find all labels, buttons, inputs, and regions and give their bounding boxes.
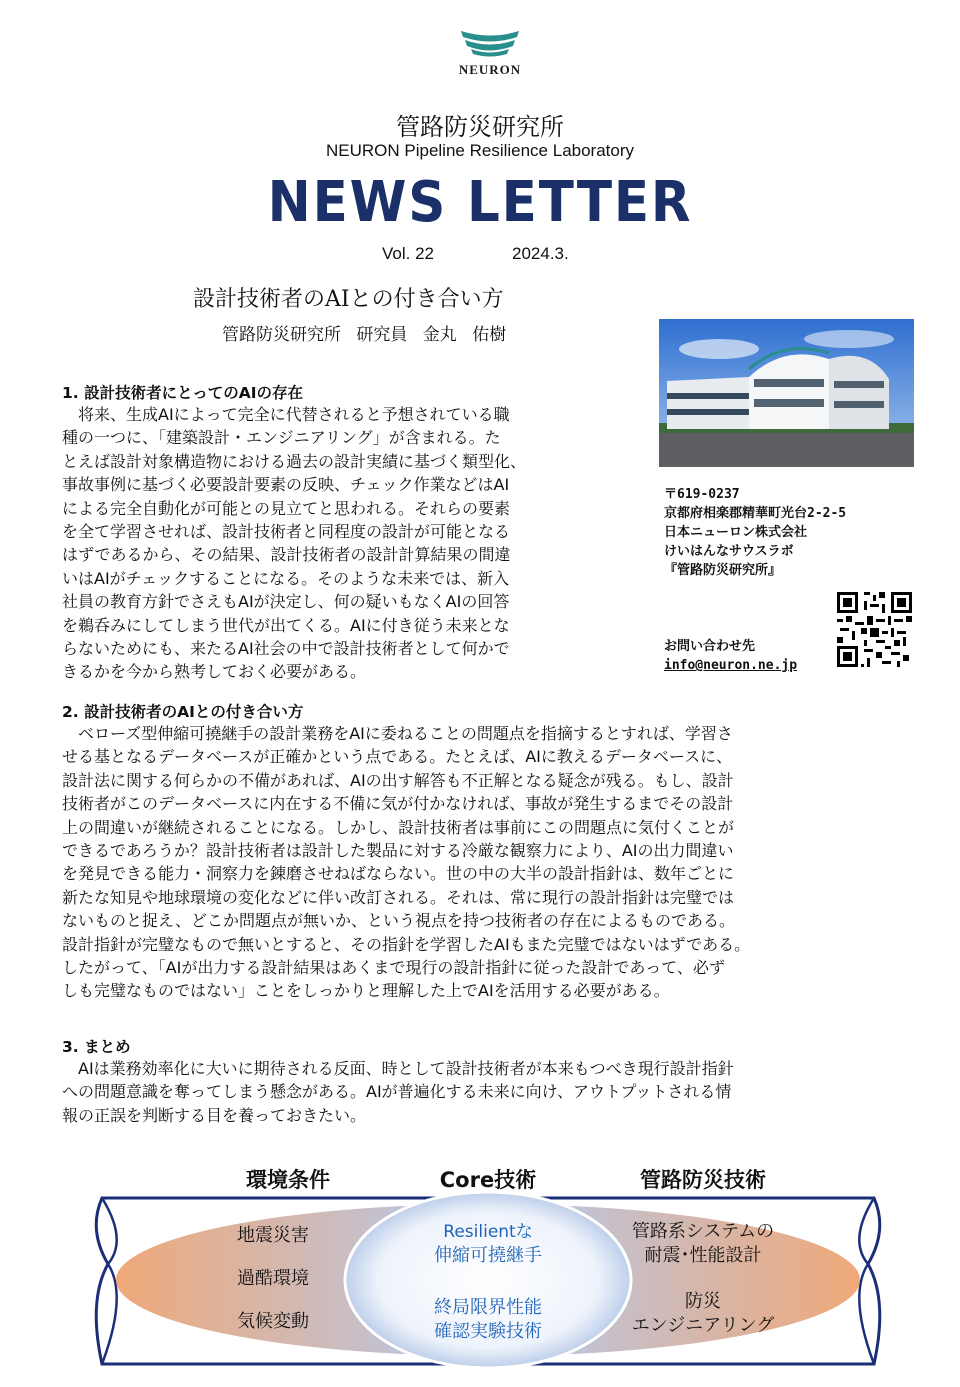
env-item: 気候変動 xyxy=(237,1311,309,1332)
qr-code-icon[interactable] xyxy=(837,592,912,667)
env-item: 過酷環境 xyxy=(237,1268,309,1289)
body-line: 設計指針が完璧なもので無いとすると、その指針を学習したAIもまた完璧ではないはずである。 xyxy=(62,934,751,954)
building-photo xyxy=(659,319,914,467)
newsletter-title: NEWS LETTER xyxy=(267,170,693,235)
article-author: 管路防災研究所 研究員 金丸 佑樹 xyxy=(222,325,507,345)
section-body xyxy=(62,722,912,1003)
body-line: 上の間違いが継続されることになる。しかし、設計技術者は事前にこの問題点に気付くことが xyxy=(62,817,735,837)
body-line: したがって、「AIが出力する設計結果はあくまで現行の設計指針に従った設計であって、必ず xyxy=(62,958,725,978)
section-body xyxy=(62,403,634,684)
address-block xyxy=(664,485,846,580)
address-line: 〒619-0237 xyxy=(664,487,740,502)
address-line: 京都府相楽郡精華町光台2-2-5 xyxy=(664,506,847,521)
section-heading: 3. まとめ xyxy=(62,1038,131,1056)
body-line: による完全自動化が可能との見立てと思われる。それらの要素 xyxy=(62,498,511,518)
section-body xyxy=(62,1057,892,1127)
neuron-logo xyxy=(455,28,525,78)
org-name-en: NEURON Pipeline Resilience Laboratory xyxy=(325,141,635,160)
body-line: ベローズ型伸縮可撓継手の設計業務をAIに委ねることの問題点を指摘するとすれば、学習さ xyxy=(62,724,733,743)
protection-tech-line: 管路系システムの xyxy=(631,1221,775,1242)
address-line: 『管路防災研究所』 xyxy=(664,563,782,578)
logo-wordmark: NEURON xyxy=(458,62,522,77)
section-heading: 1. 設計技術者にとってのAIの存在 xyxy=(62,384,304,402)
protection-tech-line: 防災 xyxy=(685,1291,721,1312)
body-line: はずであるから、その結果、設計技術者の設計計算結果の間違 xyxy=(62,545,511,565)
contact-block xyxy=(664,637,797,675)
core-tech-item xyxy=(388,1296,588,1344)
protection-tech-item xyxy=(608,1290,798,1338)
body-line: AIは業務効率化に大いに期待される反面、時として設計技術者が本来もつべき現行設計指針 xyxy=(62,1059,734,1078)
diagram-heading-center: Core技術 xyxy=(439,1168,537,1192)
org-name-jp: 管路防災研究所 xyxy=(396,113,564,141)
contact-label: お問い合わせ先 xyxy=(664,639,756,654)
core-tech-line: 終局限界性能 xyxy=(434,1297,542,1318)
body-line: 新たな知見や地球環境の変化などに伴い改訂される。それは、常に現行の設計指針は完璧では xyxy=(62,887,735,907)
body-line: への問題意識を奪ってしまう懸念がある。AIが普遍化する未来に向け、アウトプットされる情 xyxy=(62,1082,732,1102)
body-line: 種の一つに、「建築設計・エンジニアリング」が含まれる。た xyxy=(62,428,501,448)
body-line: 事故事例に基づく必要設計要素の反映、チェック作業などはAI xyxy=(62,475,510,495)
neuron-logo-icon xyxy=(455,28,525,58)
body-line: を鵜呑みにしてしまう世代が出てくる。AIに付き従う未来とな xyxy=(62,615,510,635)
protection-tech-line: エンジニアリング xyxy=(631,1315,775,1336)
diagram-heading-right: 管路防災技術 xyxy=(640,1168,766,1192)
section-1 xyxy=(62,381,634,684)
body-line: を全て学習させれば、設計技術者と同程度の設計が可能となる xyxy=(62,522,511,542)
volume-number: Vol. 22 xyxy=(382,244,434,263)
core-tech-line: 確認実験技術 xyxy=(434,1321,542,1342)
env-item: 地震災害 xyxy=(237,1225,309,1246)
body-line: できるであろうか？設計技術者は設計した製品に対する冷厳な観察力により、AIの出力間違い xyxy=(62,841,734,861)
body-line: きるかを今から熟考しておく必要がある。 xyxy=(62,662,367,682)
technology-diagram xyxy=(88,1160,888,1370)
body-line: らないためにも、来たるAI社会の中で設計技術者として何かで xyxy=(62,639,510,659)
section-2 xyxy=(62,700,912,1003)
issue-date: 2024.3. xyxy=(512,244,569,263)
diagram-heading-left: 環境条件 xyxy=(246,1168,330,1192)
core-tech-item xyxy=(388,1220,588,1268)
section-3 xyxy=(62,1035,892,1127)
body-line: せる基となるデータベースが正確かという点である。たとえば、AIに教えるデータベースに、 xyxy=(62,747,733,767)
body-line: 将来、生成AIによって完全に代替されると予想されている職 xyxy=(62,405,510,424)
section-heading: 2. 設計技術者のAIとの付き合い方 xyxy=(62,703,304,721)
body-line: いはAIがチェックすることになる。そのような未来では、新入 xyxy=(62,568,510,588)
body-line: ないものと捉え、どこか問題点が無いか、という視点を持つ技術者の存在によるものである。 xyxy=(62,911,735,931)
body-line: 設計法に関する何らかの不備があれば、AIの出す解答も不正解となる疑念が残る。もし、設計 xyxy=(62,770,734,790)
address-line: 日本ニューロン株式会社 xyxy=(664,525,808,540)
protection-tech-line: 耐震･性能設計 xyxy=(644,1245,762,1266)
body-line: 技術者がこのデータベースに内在する不備に気が付かなければ、事故が発生するまでその設計 xyxy=(62,794,734,814)
protection-tech-item xyxy=(608,1220,798,1268)
body-line: とえば設計対象構造物における過去の設計実績に基づく類型化、 xyxy=(62,451,527,471)
contact-email-link[interactable]: info@neuron.ne.jp xyxy=(664,658,798,673)
article-title: 設計技術者のAIとの付き合い方 xyxy=(193,287,504,312)
body-line: 社員の教育方針でさえもAIが決定し、何の疑いもなくAIの回答 xyxy=(62,592,510,612)
body-line: 報の正誤を判断する目を養っておきたい。 xyxy=(62,1105,367,1125)
core-tech-line: 伸縮可撓継手 xyxy=(434,1245,542,1266)
core-tech-line: Resilientな xyxy=(443,1222,533,1242)
body-line: を発見できる能力・洞察力を錬磨させねばならない。世の中の大半の設計指針は、数年ごとに xyxy=(62,864,735,884)
address-line: けいはんなサウスラボ xyxy=(664,544,794,559)
body-line: しも完璧なものではない」ことをしっかりと理解した上でAIを活用する必要がある。 xyxy=(62,981,670,1001)
